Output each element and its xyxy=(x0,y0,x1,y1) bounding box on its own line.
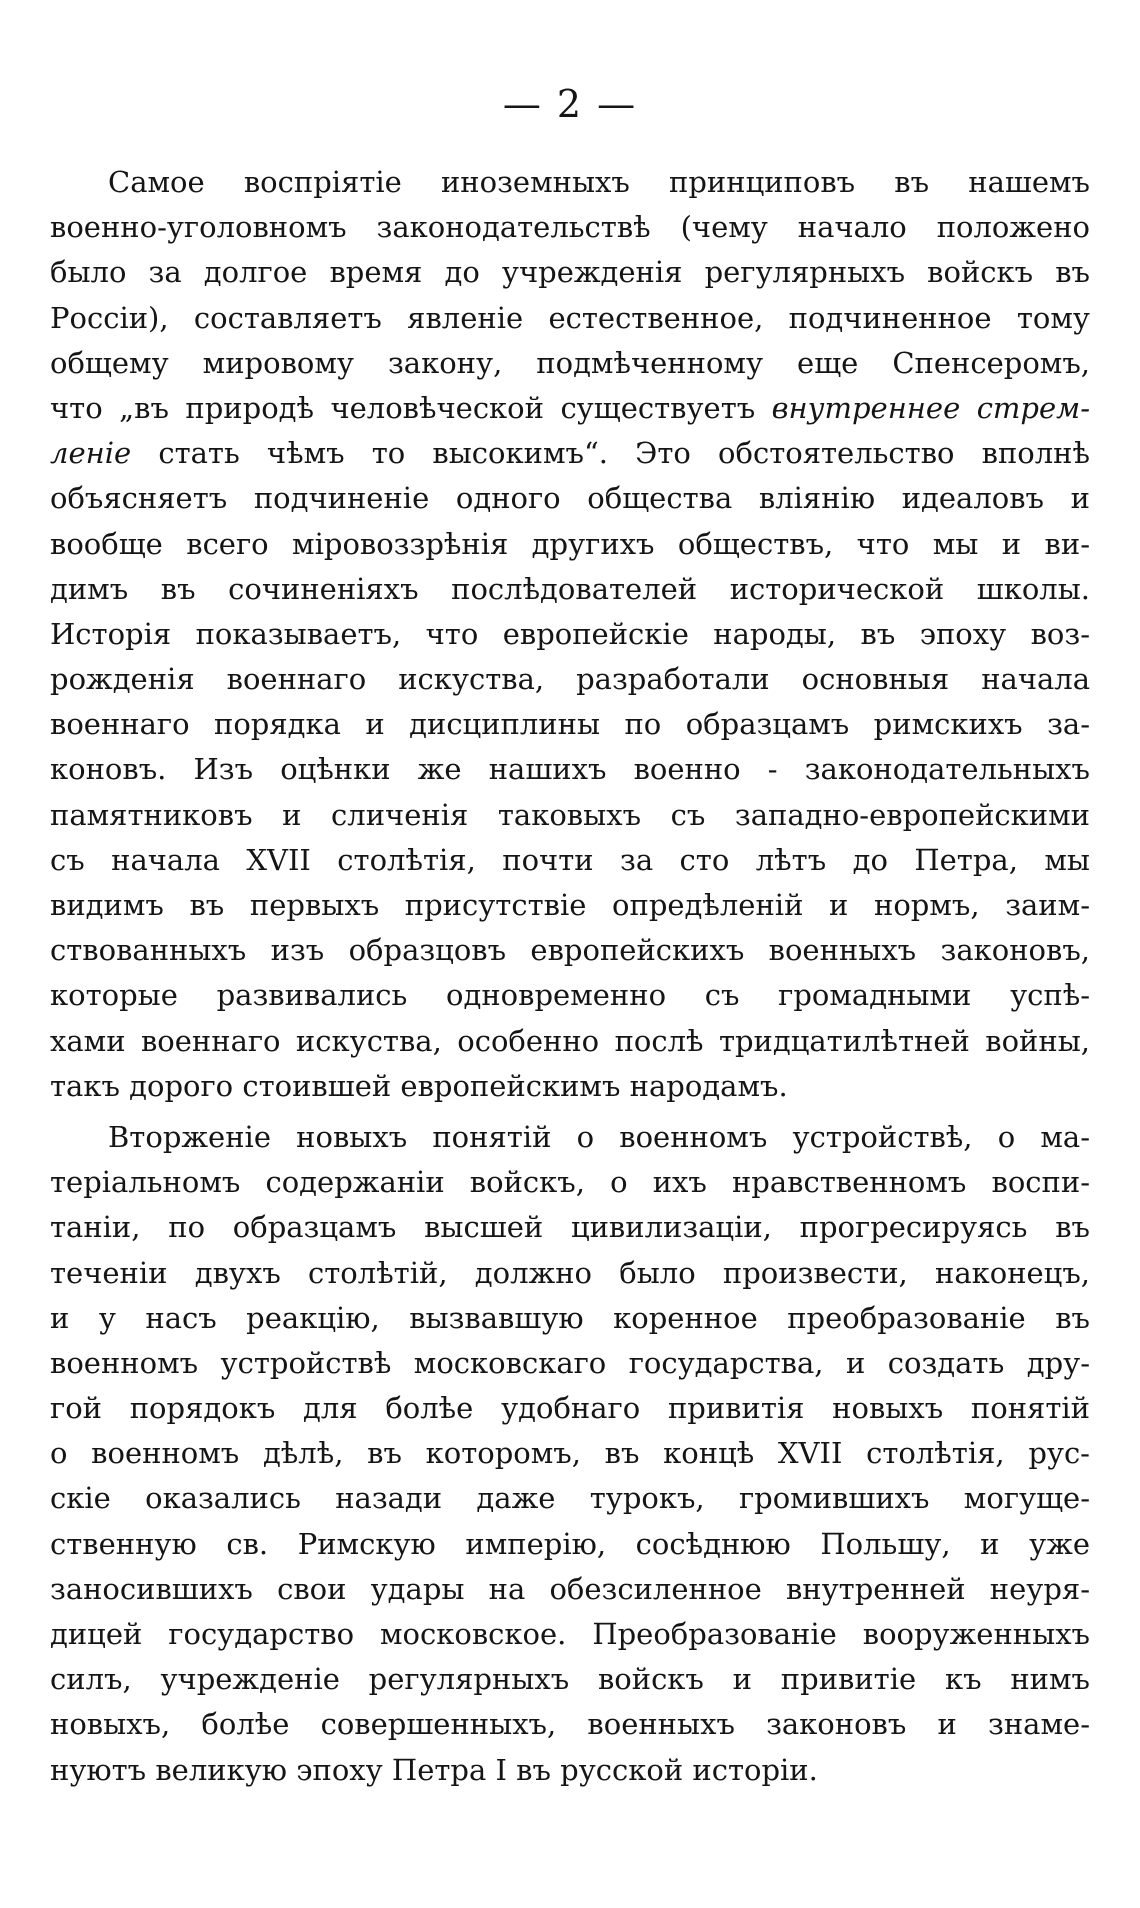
text-line: Исторія показываетъ, что европейскіе народы, въ эпоху воз- xyxy=(50,616,1090,651)
text-line: такъ дорого стоившей европейскимъ народамъ. xyxy=(50,1068,788,1103)
text-line: нуютъ великую эпоху Петра I въ русской исторіи. xyxy=(50,1752,818,1787)
text-line: хами военнаго искуства, особенно послѣ тридцатилѣтней войны, xyxy=(50,1023,1090,1058)
text-line: ствованныхъ изъ образцовъ европейскихъ военныхъ законовъ, xyxy=(50,933,1090,968)
text-line: о военномъ дѣлѣ, въ которомъ, въ концѣ XVII столѣтія, рус- xyxy=(50,1436,1090,1471)
text-line: теченіи двухъ столѣтій, должно было произвести, наконецъ, xyxy=(50,1255,1090,1290)
body-text xyxy=(50,160,1090,1793)
text-line: леніе стать чѣмъ то высокимъ“. Это обстоятельство вполнѣ xyxy=(50,436,1090,471)
text-line: было за долгое время до учрежденія регулярныхъ войскъ въ xyxy=(50,255,1090,290)
text-line: объясняетъ подчиненіе одного общества вліянію идеаловъ и xyxy=(50,481,1090,516)
text-line: памятниковъ и сличенія таковыхъ съ западно-европейскими xyxy=(50,797,1090,832)
text-line: гой порядокъ для болѣе удобнаго привитія новыхъ понятій xyxy=(50,1391,1090,1426)
text-line: военно-уголовномъ законодательствѣ (чему начало положено xyxy=(50,210,1090,245)
page-number: — 2 — xyxy=(502,82,638,126)
text-line: димъ въ сочиненіяхъ послѣдователей исторической школы. xyxy=(50,571,1090,606)
text-line: новыхъ, болѣе совершенныхъ, военныхъ законовъ и знаме- xyxy=(50,1707,1090,1742)
text-line: военнаго порядка и дисциплины по образцамъ римскихъ за- xyxy=(50,707,1090,742)
italic-emphasis: леніе xyxy=(50,436,132,471)
text-line: общему мировому закону, подмѣченному еще Спенсеромъ, xyxy=(50,345,1090,380)
text-line: вообще всего міровоззрѣнія другихъ обществъ, что мы и ви- xyxy=(50,526,1090,561)
text-line: коновъ. Изъ оцѣнки же нашихъ военно - законодательныхъ xyxy=(50,752,1090,787)
text-line: видимъ въ первыхъ присутствіе опредѣленій и нормъ, заим- xyxy=(50,888,1090,922)
text-line: ственную св. Римскую имперію, сосѣднюю Польшу, и уже xyxy=(50,1526,1090,1561)
text-line: силъ, учрежденіе регулярныхъ войскъ и привитіе къ нимъ xyxy=(50,1662,1090,1697)
text-line: съ начала XVII столѣтія, почти за сто лѣтъ до Петра, мы xyxy=(50,842,1090,877)
paragraph-2 xyxy=(50,1115,1090,1793)
paragraph-1 xyxy=(50,160,1090,1109)
text-line: которые развивались одновременно съ громадными успѣ- xyxy=(50,978,1090,1013)
text-line: Самое воспріятіе иноземныхъ принциповъ въ нашемъ xyxy=(108,165,1090,199)
text-line: и у насъ реакцію, вызвавшую коренное преобразованіе въ xyxy=(50,1300,1090,1335)
text-line: военномъ устройствѣ московскаго государства, и создать дру- xyxy=(50,1345,1090,1380)
text-line: дицей государство московское. Преобразованіе вооруженныхъ xyxy=(50,1617,1090,1651)
text-line: скіе оказались назади даже турокъ, громившихъ могуще- xyxy=(50,1481,1090,1516)
text-line: что „въ природѣ человѣческой существуетъ внутреннее стрем- xyxy=(50,390,1091,425)
text-line: рожденія военнаго искуства, разработали основныя начала xyxy=(50,662,1090,697)
italic-emphasis: внутреннее стрем- xyxy=(771,390,1091,425)
text-line: Вторженіе новыхъ понятій о военномъ устройствѣ, о ма- xyxy=(108,1119,1090,1154)
text-line: таніи, по образцамъ высшей цивилизаціи, прогресируясь въ xyxy=(50,1210,1090,1245)
text-line: теріальномъ содержаніи войскъ, о ихъ нравственномъ воспи- xyxy=(50,1165,1090,1200)
text-line: заносившихъ свои удары на обезсиленное внутренней неуря- xyxy=(50,1571,1090,1606)
text-line: Россіи), составляетъ явленіе естественное, подчиненное тому xyxy=(50,300,1090,335)
